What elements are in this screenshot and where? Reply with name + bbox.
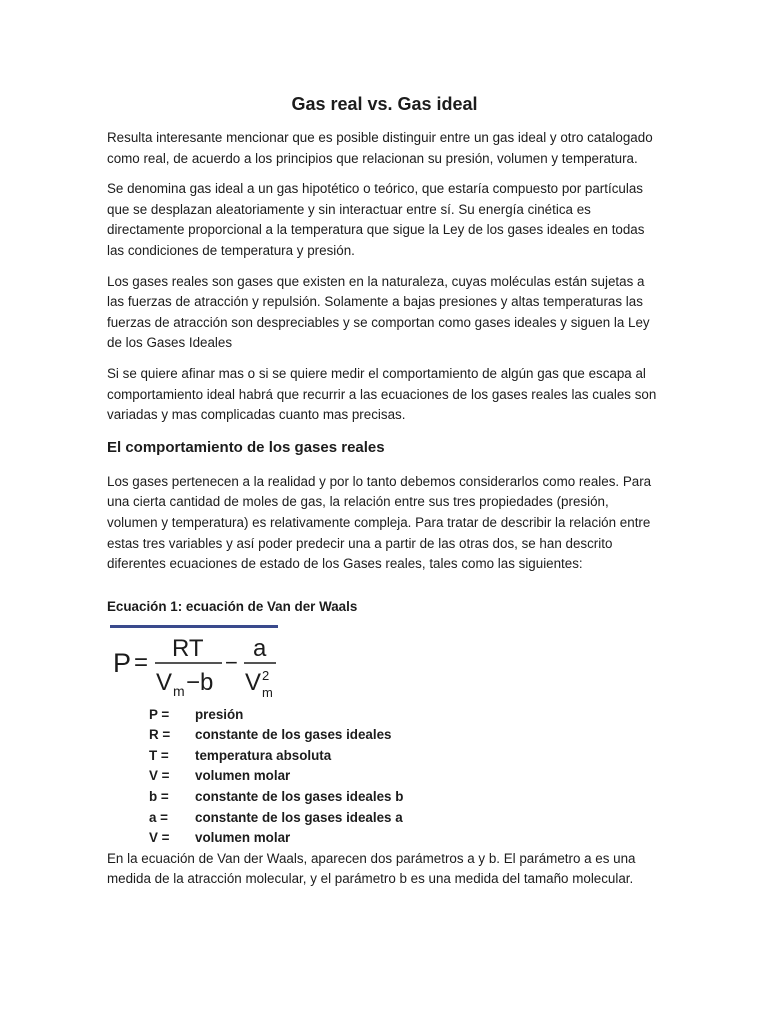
legend-symbol: a =: [149, 809, 168, 825]
variable-legend: [149, 705, 662, 849]
legend-description: volumen molar: [195, 768, 291, 784]
paragraph-equations: Si se quiere afinar mas o si se quiere medir el comportamiento de algún gas que escapa al comportamiento ideal habrá que recurrir a las ecuaciones de los gases reales las cuales son variadas y mas complicadas cuanto mas precisas.: [107, 365, 657, 423]
legend-symbol: b =: [149, 789, 169, 805]
paragraph-real-gas: Los gases reales son gases que existen en la naturaleza, cuyas moléculas están sujetas a las fuerzas de atracción y repulsión. Solamente a bajas presiones y altas temperaturas las fuerzas de atracción son despreciables y se comportan como gases ideales y siguen la Ley de los Gases Ideales: [107, 273, 650, 351]
equation-caption: Ecuación 1: ecuación de Van der Waals: [107, 598, 358, 614]
legend-row: [149, 808, 662, 829]
document-content: [107, 92, 662, 900]
legend-symbol: R =: [149, 727, 171, 743]
page-title: Gas real vs. Gas ideal: [291, 94, 478, 114]
formula-image: [110, 625, 282, 701]
formula-denominator-1-v: V: [156, 668, 173, 696]
formula-minus: −: [225, 649, 238, 675]
formula-top-rule: [110, 625, 278, 628]
formula-denominator-1-rest: −b: [186, 668, 214, 696]
legend-symbol: V =: [149, 768, 170, 784]
legend-description: temperatura absoluta: [195, 747, 332, 763]
legend-row: [149, 725, 662, 746]
legend-description: presión: [195, 706, 244, 722]
legend-row: [149, 746, 662, 767]
legend-description: constante de los gases ideales a: [195, 809, 403, 825]
formula-numerator-1: RT: [172, 634, 204, 662]
formula-equals: =: [134, 648, 149, 676]
formula-denominator-2-sup: 2: [262, 667, 270, 683]
legend-symbol: P =: [149, 706, 170, 722]
legend-row: [149, 787, 662, 808]
formula-denominator-1-sub: m: [173, 682, 185, 699]
legend-row: [149, 766, 662, 787]
legend-description: constante de los gases ideales b: [195, 789, 404, 805]
legend-description: volumen molar: [195, 830, 291, 846]
legend-symbol: V =: [149, 830, 170, 846]
formula-denominator-2-v: V: [245, 668, 262, 696]
paragraph-closing: En la ecuación de Van der Waals, aparecen dos parámetros a y b. El parámetro a es una medida de la atracción molecular, y el parámetro b es una medida del tamaño molecular.: [107, 850, 636, 887]
paragraph-intro: Resulta interesante mencionar que es posible distinguir entre un gas ideal y otro catalogado como real, de acuerdo a los principios que relacionan su presión, volumen y temperatura.: [107, 130, 653, 166]
paragraph-behavior: Los gases pertenecen a la realidad y por lo tanto debemos considerarlos como reales. Para una cierta cantidad de moles de gas, la relación entre sus tres propiedades (presión, volumen y temperatura) es relativamente compleja. Para tratar de describir la relación entre estas tres variables y así poder predecir una a partir de las otras dos, se han descrito diferentes ecuaciones de estado de los Gases reales, tales como las siguientes:: [107, 473, 652, 572]
formula-denominator-2-sub: m: [262, 684, 273, 700]
legend-symbol: T =: [149, 747, 169, 763]
paragraph-ideal-gas: Se denomina gas ideal a un gas hipotético o teórico, que estaría compuesto por partículas que se desplazan aleatoriamente y sin interactuar entre sí. Su energía cinética es directamente proporcional a la temperatura que sigue la Ley de los gases ideales en todas las condiciones de temperatura y presión.: [107, 181, 645, 258]
formula-numerator-2: a: [253, 634, 267, 662]
formula-lhs: P: [113, 647, 132, 678]
section-heading: El comportamiento de los gases reales: [107, 438, 385, 456]
legend-row: [149, 705, 662, 726]
legend-row: [149, 828, 662, 849]
legend-description: constante de los gases ideales: [195, 727, 392, 743]
van-der-waals-formula: [110, 625, 282, 701]
